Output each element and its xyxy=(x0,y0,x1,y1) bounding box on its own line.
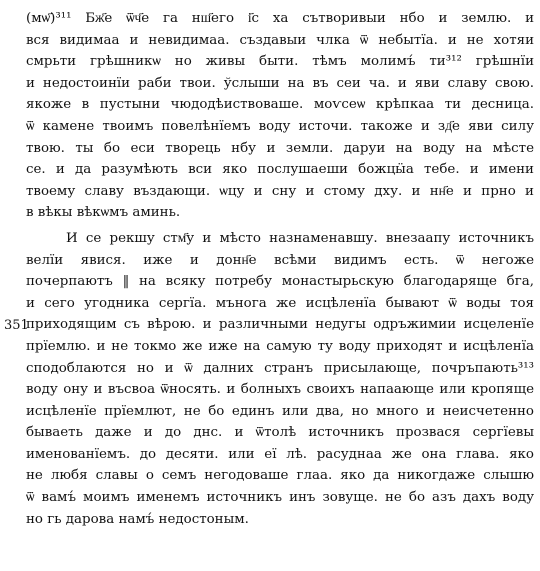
text-line: в вѣкы вѣкѡмъ аминь. xyxy=(26,205,181,221)
text-line: (мѡ҃)³¹¹ Бж҃е ѿч҃е га нш҃его і҃с ха сътворивыи нбо и землю. и xyxy=(26,11,534,26)
text-line: твоему славу въздающи. ѡцу и сну и стому дху. и нн҃е и прно и xyxy=(26,183,534,199)
text-body xyxy=(26,8,534,530)
text-line: бываеть даже и до днс. и ѿтолѣ источникъ прозвася сергїевы xyxy=(26,425,534,441)
text-line: ѿ вамъ́ моимъ именемъ источникъ инъ зовуще. не бо азъ дахъ воду xyxy=(26,490,534,506)
text-line: сподоблаются но и ѿ далних странъ присылающе, почръпають³¹³ xyxy=(26,360,534,376)
text-line: смрьти грѣшникѡ но живы быти. тѣмъ молимъ́ ти³¹² грѣшнїи xyxy=(26,54,534,70)
text-line: прїемлю. и не токмо же иже на самую ту воду приходят и исцѣленїа xyxy=(26,338,534,354)
text-line: вся видимаа и невидимаа. създавыи члка ѿ небытїа. и не хотяи xyxy=(26,32,534,48)
text-line: но гь дарова намъ́ недостоным. xyxy=(26,511,249,527)
text-line: именованїемъ. до десяти. или еї лѣ. расуднаа же она глава. яко xyxy=(26,446,534,462)
text-line: се. и да разумѣють вси яко послушаеши божцӹа тебе. и имени xyxy=(26,162,534,178)
text-line: почерпаютъ ‖ на всяку потребу монастырьскую благодаряще бга, xyxy=(26,274,534,290)
text-line: не любя славы о семъ негодоваше глаа. яко да никогдаже слышю xyxy=(26,468,534,484)
text-line: и сего угодника сергїа. мънога же исцѣленїа бывают ѿ воды тоя xyxy=(26,295,534,311)
margin-page-number: 351 xyxy=(4,318,29,333)
text-line: и недостоинїи раби твои. ўслыши на въ сеи ча. и яви славу свою. xyxy=(26,75,534,91)
text-line: велїи явися. иже и донн҃е всѣми видимъ есть. ѿ негоже xyxy=(26,252,534,268)
text-line: твою. ты бо еси творець нбу и земли. даруи на воду на мѣсте xyxy=(26,140,534,156)
paragraph-start-line: И се рекшу стм҃у и мѣсто назнаменавшу. внезаапу источникъ xyxy=(66,230,534,246)
text-line: воду ону и въсвоа ѿносять. и болныхъ своихъ напаающе или кропяще xyxy=(26,382,534,398)
text-line: якоже в пустыни чюдодѣиствоваше. моѵсеѡ крѣпкаа ти десница. xyxy=(26,97,534,113)
text-line: приходящим съ вѣрою. и различными недугы одръжимии исцеленїе xyxy=(26,317,534,333)
text-line: ѿ камене твоимъ повелѣнїемъ воду источи. такоже и зд҃е яви силу xyxy=(26,118,534,134)
text-line: исцѣленїе прїемлют, не бо единъ или два, но много и неисчетенно xyxy=(26,403,534,419)
